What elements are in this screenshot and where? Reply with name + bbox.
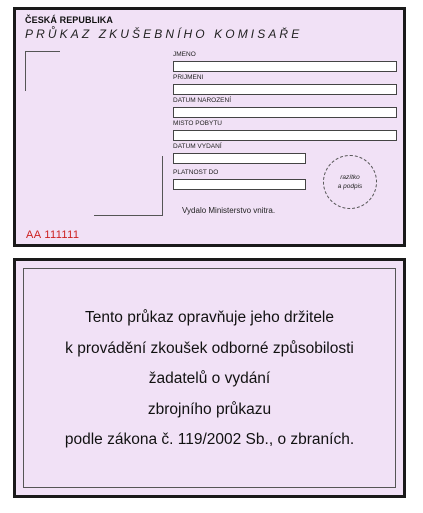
field-label-datum-narozeni: DATUM NAROZENÍ: [173, 97, 232, 104]
photo-corner-bottom: [94, 215, 163, 216]
authorization-line-4: zbrojního průkazu: [147, 400, 272, 418]
authorization-text: [16, 303, 403, 456]
country-name: ČESKÁ REPUBLIKA: [25, 15, 114, 25]
authorization-line-1: Tento průkaz opravňuje jeho držitele: [84, 309, 334, 326]
field-box-misto-pobytu[interactable]: [173, 130, 397, 141]
field-box-prijmeni[interactable]: [173, 84, 397, 95]
stamp-text-line2: a podpis: [337, 183, 363, 190]
photo-corner-right: [162, 156, 163, 216]
field-box-platnost-do[interactable]: [173, 179, 306, 190]
field-label-platnost-do: PLATNOST DO: [173, 169, 219, 176]
card-front: [13, 7, 406, 247]
field-label-jmeno: JMENO: [173, 51, 196, 58]
authorization-line-3: žadatelů o vydání: [148, 370, 271, 387]
card-back: [13, 258, 406, 498]
field-label-prijmeni: PRIJMENI: [173, 74, 204, 81]
photo-corner-left: [25, 51, 26, 91]
issued-by-text: Vydalo Ministerstvo vnitra.: [182, 206, 276, 215]
serial-number: AA 111111: [26, 229, 80, 241]
field-label-misto-pobytu: MISTO POBYTU: [173, 120, 222, 127]
stamp-circle: [323, 155, 377, 209]
stamp-text-line1: razítko: [340, 173, 360, 181]
field-box-datum-narozeni[interactable]: [173, 107, 397, 118]
photo-corner-top: [25, 51, 60, 52]
card-title: PRŮKAZ ZKUŠEBNÍHO KOMISAŘE: [25, 27, 303, 41]
authorization-line-5: podle zákona č. 119/2002 Sb., o zbraních.: [64, 431, 355, 448]
field-box-datum-vydani[interactable]: [173, 153, 306, 164]
field-box-jmeno[interactable]: [173, 61, 397, 72]
authorization-line-2: k provádění zkoušek odborné způsobilosti: [65, 339, 354, 357]
field-label-datum-vydani: DATUM VYDANÍ: [173, 143, 222, 150]
